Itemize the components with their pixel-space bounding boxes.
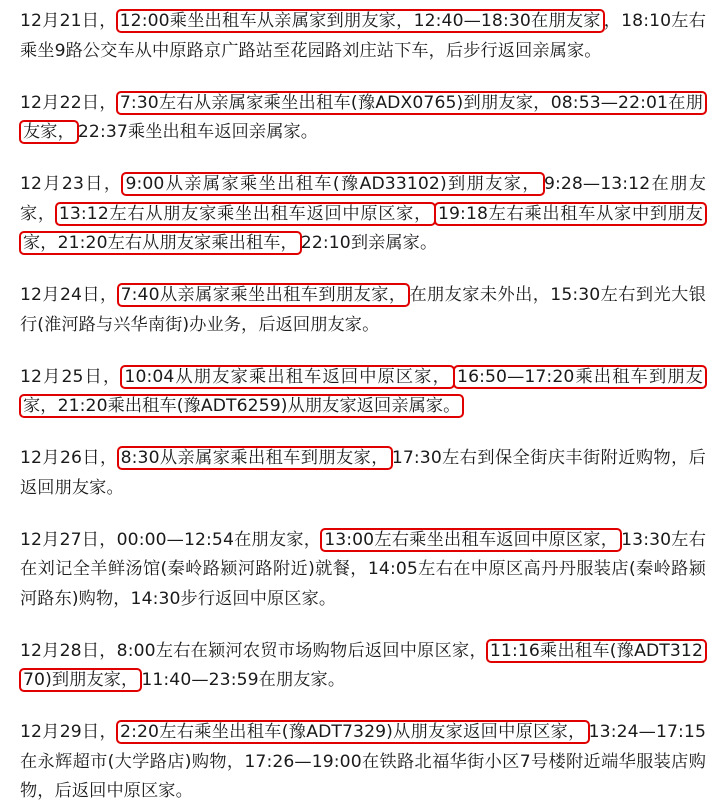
itinerary-paragraph — [20, 363, 706, 422]
itinerary-paragraph — [20, 170, 706, 259]
text-segment: 12月28日，8:00左右在颍河农贸市场购物后返回中原区家， — [20, 640, 487, 661]
text-segment: 17:30左右到保全街庆丰街附近购物，后返回朋友家。 — [20, 448, 706, 498]
highlighted-segment: 2:20左右乘坐出租车(豫ADT7329)从朋友家返回中原区家， — [116, 720, 590, 744]
text-segment: 22:37乘坐出租车返回亲属家。 — [77, 122, 319, 142]
text-segment: 22:10到亲属家。 — [300, 233, 438, 253]
text-segment: 12月26日， — [20, 448, 118, 468]
highlighted-segment: 13:00左右乘坐出租车返回中原区家， — [320, 528, 622, 552]
text-segment: 13:24—17:15在永辉超市(大学路店)购物，17:26—19:00在铁路北福华街小区7号楼附近端华服装店购物，后返回中原区家。 — [20, 722, 706, 801]
text-segment: 12月21日， — [20, 11, 117, 31]
text-segment: 在朋友家未外出，15:30左右到光大银行(淮河路与兴华南街)办业务，后返回朋友家。 — [20, 285, 706, 335]
text-segment: 12月29日， — [20, 722, 118, 742]
highlighted-segment: 7:30左右从亲属家乘坐出租车(豫ADX0765)到朋友家，08:53—22:01在朋友家， — [19, 91, 707, 145]
highlighted-segment: 16:50—17:20乘出租车到朋友家，21:20乘出租车(豫ADT6259)从朋友家返回亲属家。 — [19, 365, 707, 419]
itinerary-paragraph — [20, 444, 706, 503]
itinerary-paragraph — [20, 281, 706, 340]
highlighted-segment: 19:18左右乘出租车从家中到朋友家，21:20左右从朋友家乘出租车， — [19, 202, 707, 256]
itinerary-paragraph — [20, 526, 706, 615]
highlighted-segment: 12:00乘坐出租车从亲属家到朋友家，12:40—18:30在朋友家 — [116, 9, 605, 33]
highlighted-segment: 11:16乘出租车(豫ADT31270)到朋友家， — [19, 639, 707, 693]
highlighted-segment: 8:30从亲属家乘出租车到朋友家， — [117, 446, 393, 470]
text-segment: ，18:10左右乘坐9路公交车从中原路京广路站至花园路刘庄站下车，后步行返回亲属家。 — [20, 11, 706, 61]
text-segment: 12月22日， — [20, 92, 117, 113]
text-segment: 12月25日， — [20, 366, 122, 387]
itinerary-paragraph — [20, 637, 706, 696]
text-segment: 11:40—23:59在朋友家。 — [141, 670, 346, 690]
text-segment: 9:28—13:12在朋友家， — [20, 174, 706, 224]
itinerary-paragraph — [20, 7, 706, 66]
text-segment: 13:30左右在刘记全羊鲜汤馆(秦岭路颍河路附近)就餐，14:05左右在中原区高丹丹服装店(秦岭路颍河路东)购物，14:30步行返回中原区家。 — [20, 529, 706, 609]
text-segment: 12月27日，00:00—12:54在朋友家， — [20, 529, 322, 550]
itinerary-paragraph — [20, 718, 706, 807]
highlighted-segment: 9:00从亲属家乘坐出租车(豫AD33102)到朋友家， — [121, 172, 544, 196]
highlighted-segment: 10:04从朋友家乘出租车返回中原区家， — [120, 365, 455, 389]
text-segment: 12月23日， — [20, 174, 123, 194]
itinerary-paragraph — [20, 89, 706, 148]
text-segment: 12月24日， — [20, 285, 118, 305]
highlighted-segment: 7:40从亲属家乘坐出租车到朋友家， — [117, 283, 411, 307]
highlighted-segment: 13:12左右从朋友家乘坐出租车返回中原区家， — [55, 202, 436, 226]
